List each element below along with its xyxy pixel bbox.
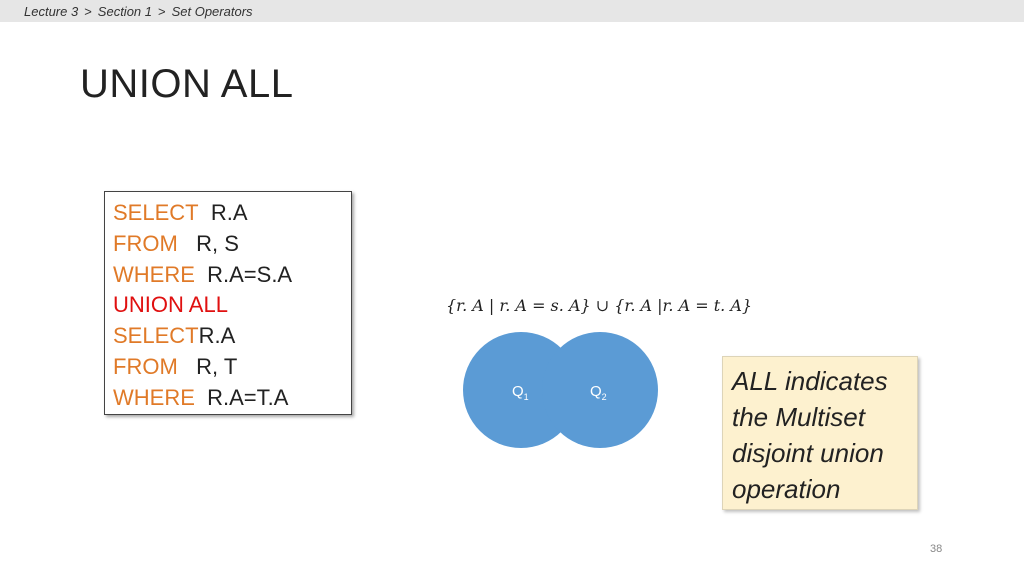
sql-value: R.A=T.A: [207, 384, 289, 410]
venn-label-q2: $Q_2$: [590, 383, 607, 402]
sql-keyword: WHERE: [113, 261, 195, 287]
sql-line: [113, 383, 351, 414]
sql-keyword: SELECT: [113, 323, 199, 349]
sql-keyword: FROM: [113, 230, 178, 256]
venn-label-q1: $Q_1$: [512, 383, 529, 402]
sql-line: [113, 321, 351, 352]
note-text: ALL indicates the Multiset disjoint union operation: [732, 366, 888, 504]
sql-line: [113, 229, 351, 260]
breadcrumb-item-lecture: Lecture 3: [24, 4, 79, 19]
breadcrumb: [24, 4, 253, 19]
venn-diagram: [462, 330, 662, 452]
breadcrumb-item-section: Section 1: [97, 4, 152, 19]
sql-value: R.A: [210, 200, 248, 225]
sql-keyword: FROM: [113, 353, 178, 379]
note-callout: [722, 356, 918, 510]
set-formula: {r. A | r. A = s. A} ∪ {r. A |r. A = t. A}: [446, 296, 753, 315]
sql-value: R.A: [198, 323, 236, 349]
breadcrumb-separator: >: [84, 4, 92, 19]
breadcrumb-bar: [0, 0, 1024, 22]
slide-title: UNION ALL: [80, 62, 294, 106]
sql-query-box: [104, 191, 352, 415]
sql-line: [113, 198, 351, 229]
sql-line: [113, 290, 351, 321]
sql-line: [113, 260, 351, 291]
sql-keyword: SELECT: [113, 200, 199, 225]
page-number: 38: [930, 543, 943, 555]
breadcrumb-separator: >: [158, 4, 166, 19]
sql-value: R, S: [196, 230, 239, 256]
sql-line: [113, 352, 351, 383]
breadcrumb-item-topic: Set Operators: [171, 4, 253, 19]
sql-value: R.A=S.A: [207, 261, 293, 287]
sql-keyword-union-all: UNION ALL: [113, 292, 228, 318]
sql-value: R, T: [196, 353, 238, 379]
sql-keyword: WHERE: [113, 384, 195, 410]
